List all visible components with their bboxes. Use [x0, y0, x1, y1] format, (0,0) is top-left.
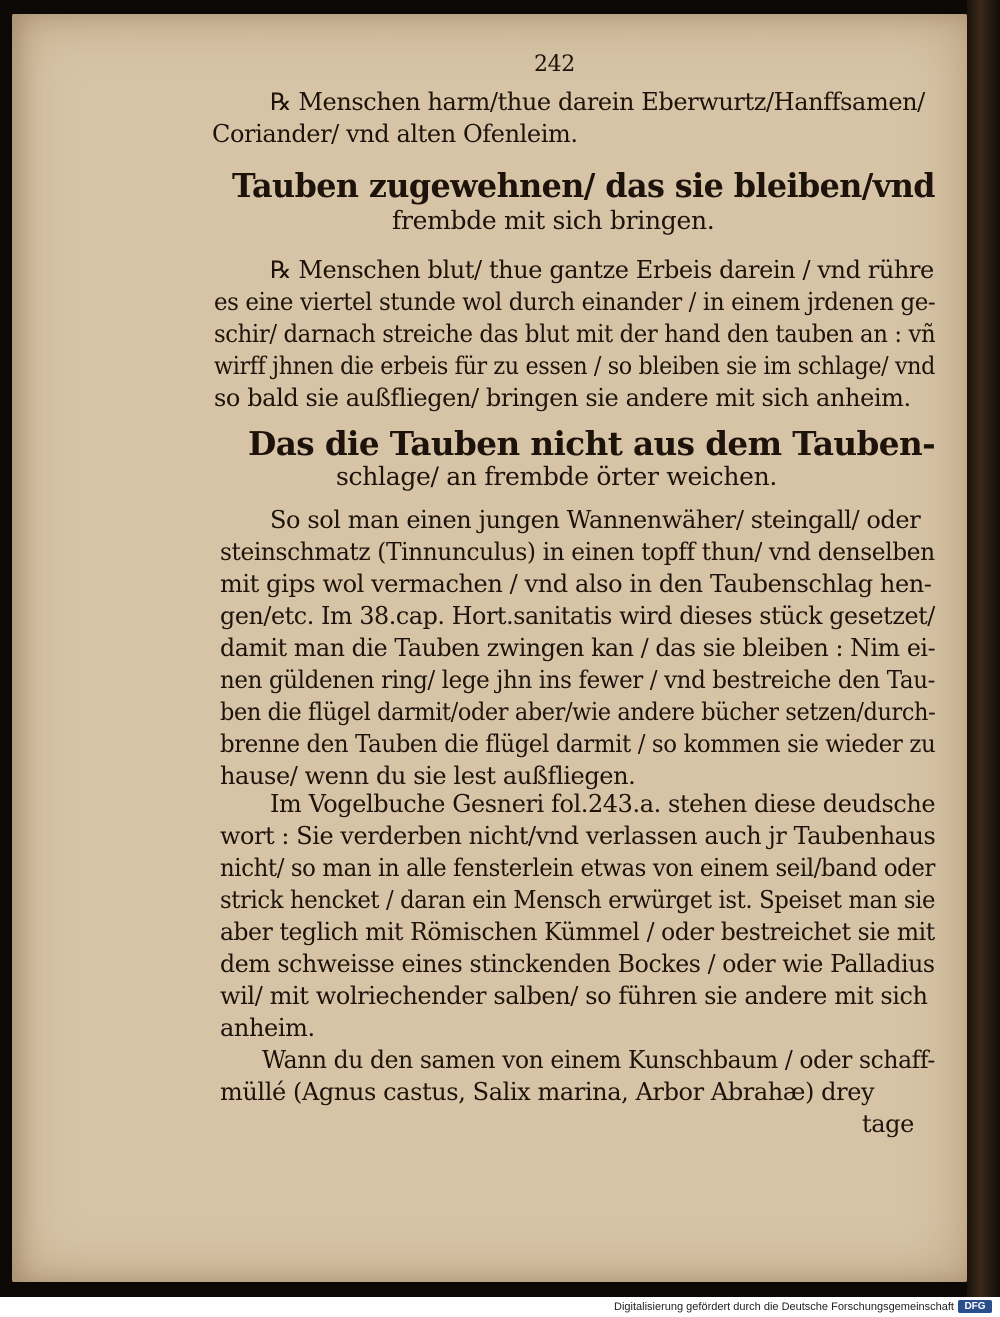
- text-line: müllé (Agnus castus, Salix marina, Arbor Abrahæ) drey: [220, 1078, 875, 1106]
- text-line: ben die flügel darmit/oder aber/wie andere bücher setzen/durch-: [220, 698, 936, 726]
- text-line: es eine viertel stunde wol durch einander / in einem jrdenen ge-: [214, 288, 936, 316]
- text-line: dem schweisse eines stinckenden Bockes / oder wie Palladius: [220, 950, 935, 978]
- text-line: wil/ mit wolriechender salben/ so führen sie andere mit sich: [220, 982, 928, 1010]
- text-line: mit gips wol vermachen / vnd also in den Taubenschlag hen-: [220, 570, 932, 598]
- text-line: ℞ Menschen harm/thue darein Eberwurtz/Hanffsamen/: [270, 88, 925, 116]
- text-line: steinschmatz (Tinnunculus) in einen topff thun/ vnd denselben: [220, 538, 935, 566]
- footer-bar: [0, 1297, 1000, 1317]
- text-line: wirff jhnen die erbeis für zu essen / so bleiben sie im schlage/ vnd: [214, 352, 936, 380]
- text-line: gen/etc. Im 38.cap. Hort.sanitatis wird dieses stück gesetzet/: [220, 602, 935, 630]
- text-line: so bald sie außfliegen/ bringen sie andere mit sich anheim.: [214, 384, 911, 412]
- text-line: nen güldenen ring/ lege jhn ins fewer / vnd bestreiche den Tau-: [220, 666, 935, 694]
- text-line: ℞ Menschen blut/ thue gantze Erbeis darein / vnd rühre: [270, 256, 934, 284]
- heading-subline: schlage/ an frembde örter weichen.: [336, 462, 778, 491]
- text-line: wort : Sie verderben nicht/vnd verlassen auch jr Taubenhaus: [220, 822, 936, 850]
- catchword: tage: [862, 1110, 914, 1138]
- text-line: anheim.: [220, 1014, 315, 1042]
- dfg-logo: DFG: [958, 1300, 992, 1313]
- heading-tauben-zugewehnen: Tauben zugewehnen/ das sie bleiben/vnd: [232, 166, 935, 205]
- text-line: hause/ wenn du sie lest außfliegen.: [220, 762, 636, 790]
- text-line: damit man die Tauben zwingen kan / das sie bleiben : Nim ei-: [220, 634, 936, 662]
- text-line: Wann du den samen von einem Kunschbaum / oder schaff-: [262, 1046, 935, 1074]
- heading-subline: frembde mit sich bringen.: [392, 206, 715, 235]
- text-line: aber teglich mit Römischen Kümmel / oder bestreichet sie mit: [220, 918, 935, 946]
- text-line: So sol man einen jungen Wannenwäher/ steingall/ oder: [270, 506, 921, 534]
- page-number: 242: [534, 52, 575, 77]
- text-line: Im Vogelbuche Gesneri fol.243.a. stehen diese deudsche: [270, 790, 936, 818]
- footer-credit: Digitalisierung gefördert durch die Deutsche Forschungsgemeinschaft: [614, 1301, 954, 1313]
- text-line: nicht/ so man in alle fensterlein etwas von einem seil/band oder: [220, 854, 936, 882]
- text-line: strick hencket / daran ein Mensch erwürget ist. Speiset man sie: [220, 886, 936, 914]
- text-line: brenne den Tauben die flügel darmit / so kommen sie wieder zu: [220, 730, 936, 758]
- heading-tauben-nicht-weichen: Das die Tauben nicht aus dem Tauben-: [248, 424, 936, 463]
- text-line: Coriander/ vnd alten Ofenleim.: [212, 120, 578, 148]
- text-line: schir/ darnach streiche das blut mit der hand den tauben an : vñ: [214, 320, 936, 348]
